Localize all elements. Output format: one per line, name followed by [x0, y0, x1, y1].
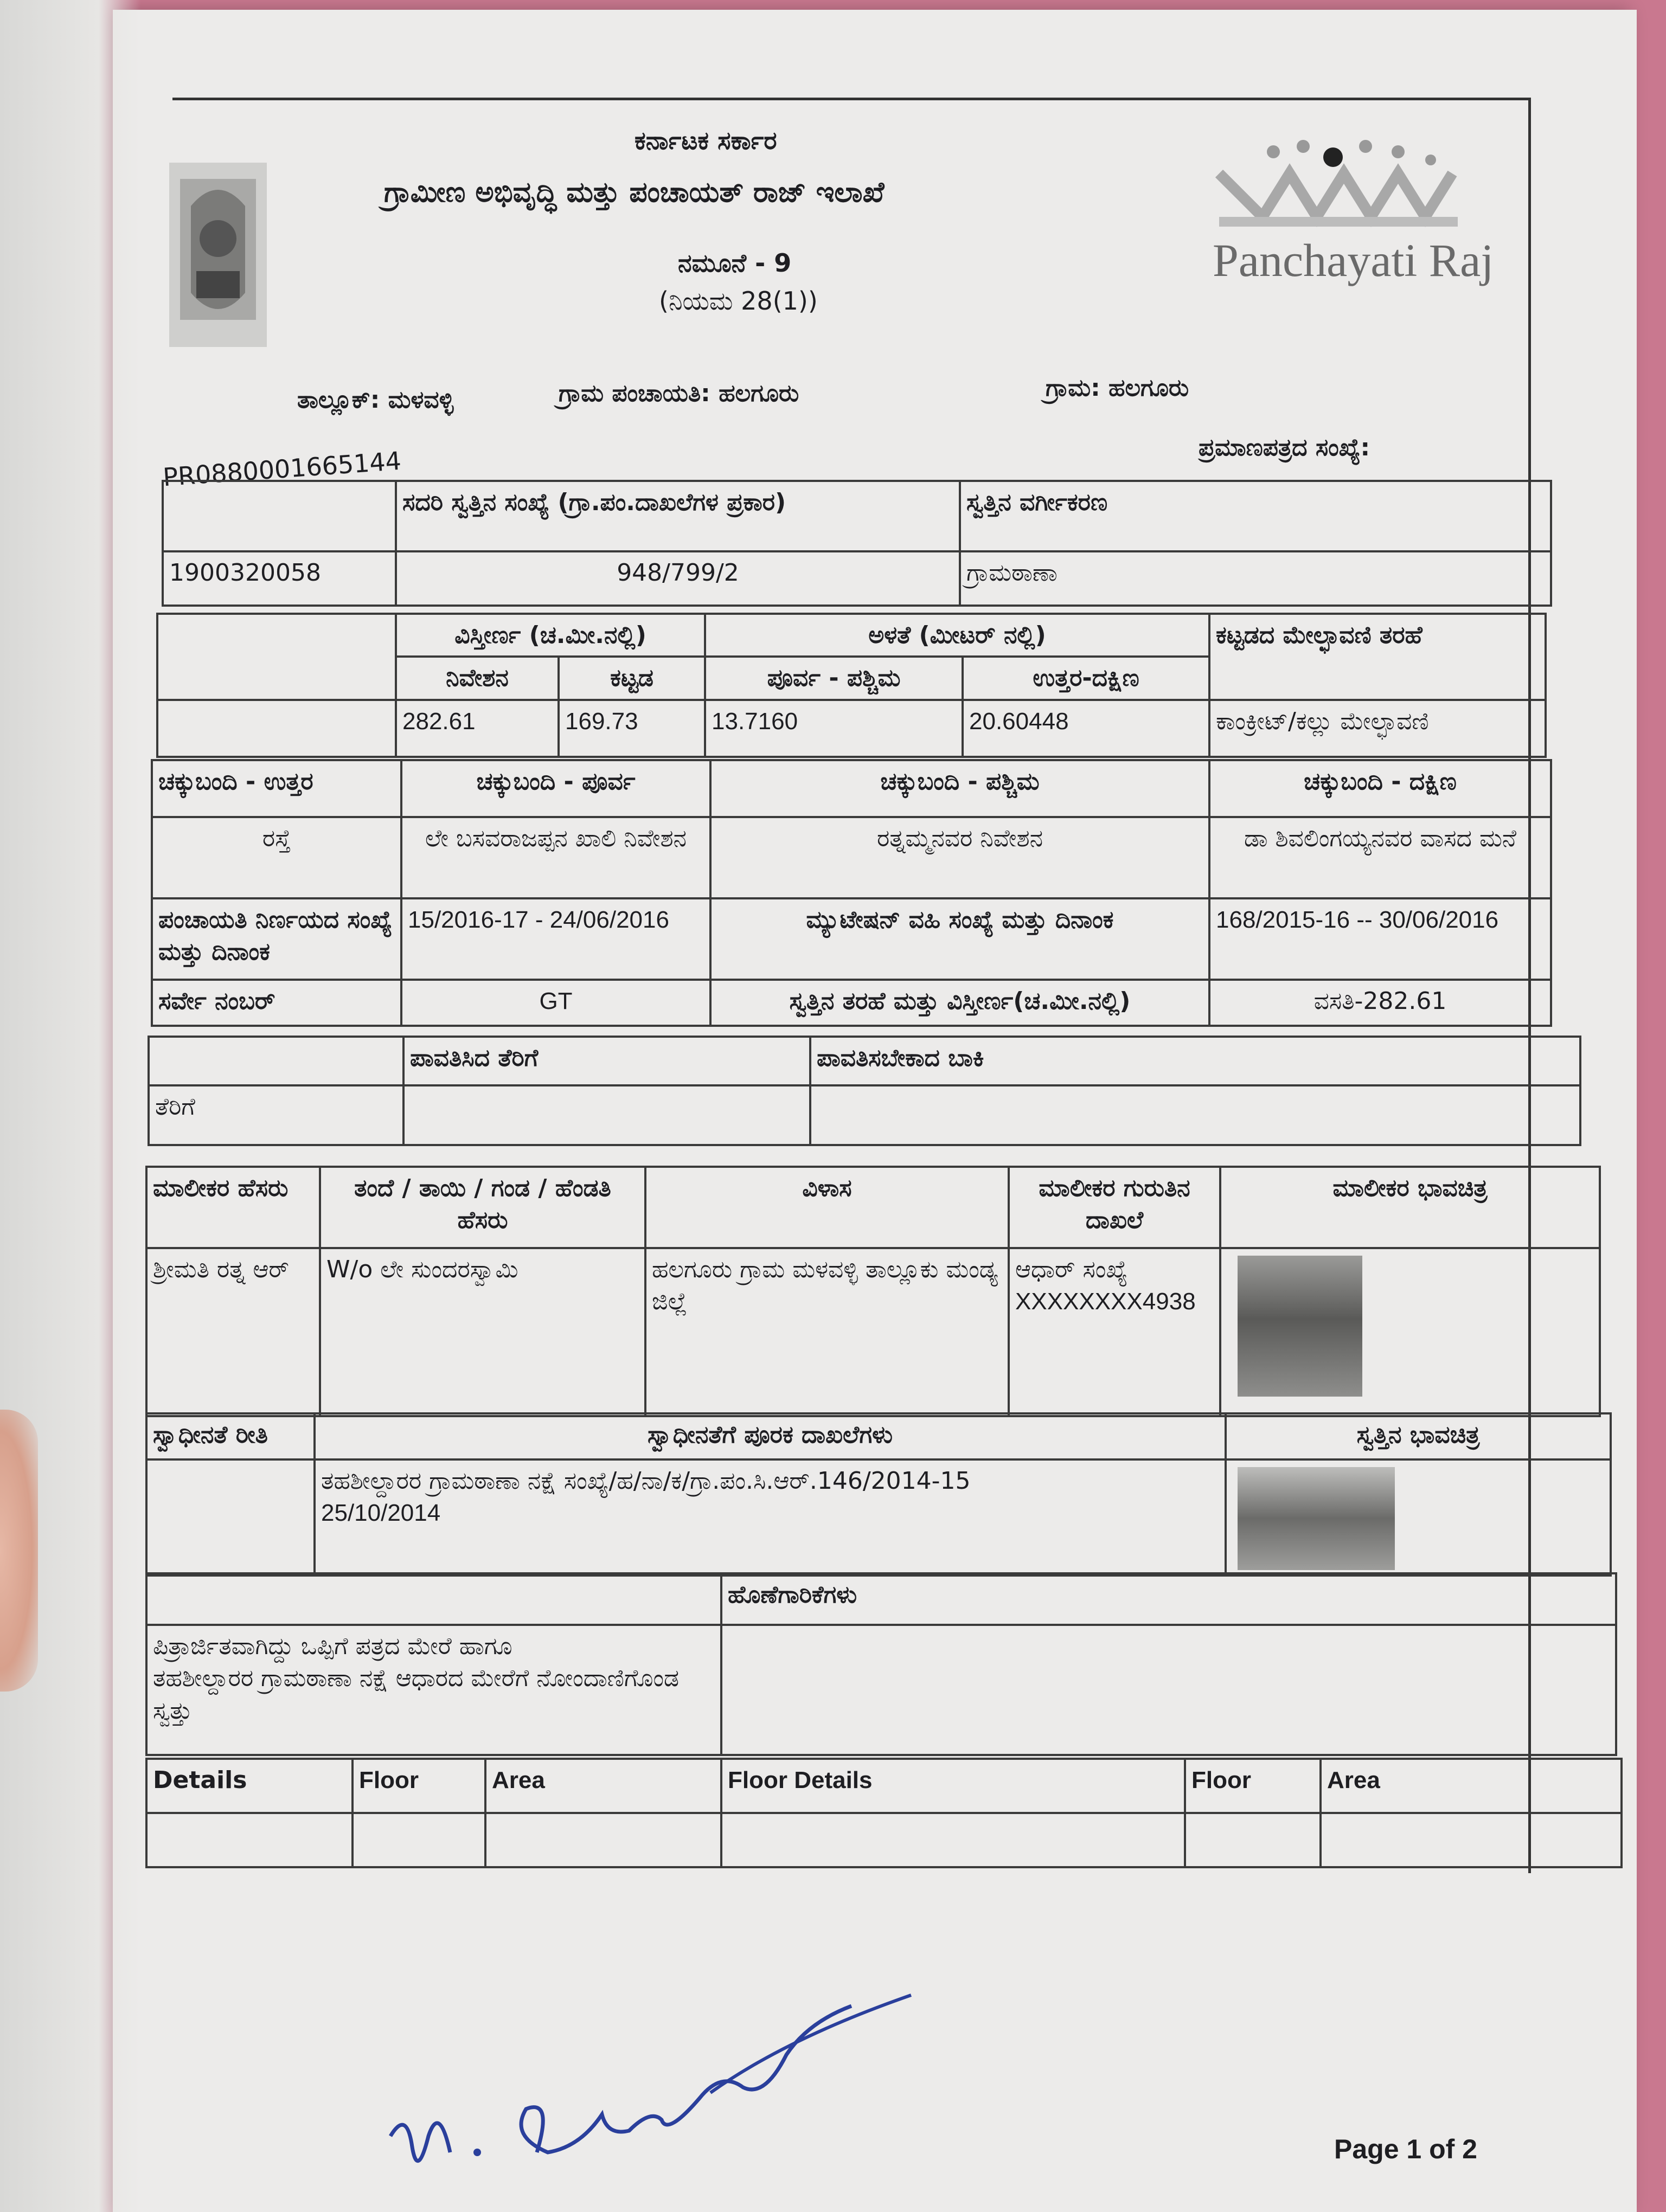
owner-relation-label: ತಂದೆ / ತಾಯಿ / ಗಂಡ / ಹೆಂಡತಿ ಹೆಸರು — [320, 1167, 645, 1248]
left-id: 1900320058 — [163, 551, 396, 606]
owner-id-label: ಮಾಲೀಕರ ಗುರುತಿನ ದಾಖಲೆ — [1009, 1167, 1220, 1248]
resolution-label: ಪಂಚಾಯತಿ ನಿರ್ಣಯದ ಸಂಖ್ಯೆ ಮತ್ತು ದಿನಾಂಕ — [152, 898, 401, 980]
panchayati-raj-logo-text: Panchayati Raj — [1213, 234, 1494, 286]
reference-id: PR0880001665144 — [162, 446, 402, 492]
owner-photo — [1238, 1256, 1362, 1397]
liabilities-table — [145, 1572, 1617, 1756]
resolution-value: 15/2016-17 - 24/06/2016 — [401, 898, 710, 980]
tax-left-label: ತೆರಿಗೆ — [149, 1085, 403, 1145]
classification-label: ಸ್ವತ್ತಿನ ವರ್ಗೀಕರಣ — [960, 481, 1551, 551]
roof-value: ಕಾಂಕ್ರೀಟ್/ಕಲ್ಲು ಮೇಲ್ಛಾವಣಿ — [1209, 700, 1546, 757]
gram-panchayat: ಗ್ರಾಮ ಪಂಚಾಯತಿ: ಹಲಗೂರು — [559, 380, 799, 407]
dimension-label: ಅಳತೆ (ಮೀಟರ್ ನಲ್ಲಿ) — [705, 614, 1209, 657]
mutation-label: ಮ್ಯುಟೇಷನ್ ವಹಿ ಸಂಖ್ಯೆ ಮತ್ತು ದಿನಾಂಕ — [710, 898, 1209, 980]
floor-label-1: Floor — [353, 1759, 485, 1813]
property-photo — [1238, 1467, 1395, 1570]
page-number: Page 1 of 2 — [1334, 2134, 1477, 2164]
south-value: ಡಾ ಶಿವಲಿಂಗಯ್ಯನವರ ವಾಸದ ಮನೆ — [1209, 817, 1551, 898]
signature — [374, 1973, 927, 2201]
certificate-number-label: ಪ್ರಮಾಣಪತ್ರದ ಸಂಖ್ಯೆ: — [1199, 434, 1370, 461]
details-label: Details — [146, 1759, 353, 1813]
owner-name: ಶ್ರೀಮತಿ ರತ್ನ ಆರ್ — [146, 1248, 320, 1416]
liabilities-remark-line1: ಪಿತ್ರಾರ್ಜಿತವಾಗಿದ್ದು ಒಪ್ಪಿಗೆ ಪತ್ರದ ಮೇರೆ ಹಾಗೂ — [153, 1632, 512, 1660]
east-west-value: 13.7160 — [705, 700, 963, 757]
mutation-value: 168/2015-16 -- 30/06/2016 — [1209, 898, 1551, 980]
east-value: ಲೇ ಬಸವರಾಜಪ್ಪನ ಖಾಲಿ ನಿವೇಶನ — [401, 817, 710, 898]
possession-docs-label: ಸ್ವಾಧೀನತೆಗೆ ಪೂರಕ ದಾಖಲೆಗಳು — [315, 1413, 1226, 1459]
liabilities-remark-line2: ತಹಶೀಲ್ದಾರರ ಗ್ರಾಮಠಾಣಾ ನಕ್ಷೆ ಆಧಾರದ ಮೇರೆಗೆ ನೋಂದಾಣಿಗೊಂಡ — [153, 1664, 679, 1693]
possession-docs-line2: 25/10/2014 — [321, 1500, 441, 1527]
tax-paid-label: ಪಾವತಿಸಿದ ತೆರಿಗೆ — [403, 1037, 810, 1085]
liabilities-label: ಹೊಣೆಗಾರಿಕೆಗಳು — [721, 1573, 1616, 1625]
north-value: ರಸ್ತೆ — [152, 817, 401, 898]
owner-address-label: ವಿಳಾಸ — [645, 1167, 1009, 1248]
prop-no-value: 948/799/2 — [396, 551, 960, 606]
village: ಗ್ರಾಮ: ಹಲಗೂರು — [1046, 374, 1189, 402]
property-number-table — [162, 480, 1552, 607]
owner-table — [145, 1166, 1601, 1417]
form-rule: (ನಿಯಮ 28(1)) — [659, 286, 818, 316]
area-label: ವಿಸ್ತೀರ್ಣ (ಚ.ಮೀ.ನಲ್ಲಿ) — [396, 614, 705, 657]
possession-table — [145, 1412, 1612, 1577]
liabilities-remark-line3: ಸ್ವತ್ತು — [153, 1696, 193, 1725]
east-label: ಚಕ್ಕುಬಂದಿ - ಪೂರ್ವ — [401, 760, 710, 817]
page-curl-shadow — [0, 0, 141, 2212]
owner-name-label: ಮಾಲೀಕರ ಹೆಸರು — [146, 1167, 320, 1248]
possession-method-label: ಸ್ವಾಧೀನತೆ ರೀತಿ — [146, 1413, 315, 1459]
roof-label: ಕಟ್ಟಡದ ಮೇಲ್ಛಾವಣಿ ತರಹೆ — [1209, 614, 1546, 700]
north-south-value: 20.60448 — [963, 700, 1209, 757]
owner-relation: W/o ಲೇ ಸುಂದರಸ್ವಾಮಿ — [320, 1248, 645, 1416]
header-dept: ಗ್ರಾಮೀಣ ಅಭಿವೃದ್ಧಿ ಮತ್ತು ಪಂಚಾಯತ್ ರಾಜ್ ಇಲಾಖೆ — [384, 176, 885, 209]
floor-details-table — [145, 1758, 1623, 1868]
tax-due-label: ಪಾವತಿಸಬೇಕಾದ ಬಾಕಿ — [810, 1037, 1580, 1085]
property-photo-label: ಸ್ವತ್ತಿನ ಭಾವಚಿತ್ರ — [1226, 1413, 1611, 1459]
owner-address: ಹಲಗೂರು ಗ್ರಾಮ ಮಳವಳ್ಳಿ ತಾಲ್ಲೂಕು ಮಂಡ್ಯ ಜಿಲ್ಲೆ — [645, 1248, 1009, 1416]
survey-value: GT — [401, 980, 710, 1026]
area-label-1: Area — [485, 1759, 721, 1813]
north-south-label: ಉತ್ತರ-ದಕ್ಷಿಣ — [963, 657, 1209, 699]
property-type-value: ವಸತಿ-282.61 — [1209, 980, 1551, 1026]
area-label-2: Area — [1321, 1759, 1622, 1813]
form-number: ನಮೂನೆ - 9 — [678, 248, 792, 278]
property-type-label: ಸ್ವತ್ತಿನ ತರಹೆ ಮತ್ತು ವಿಸ್ತೀರ್ಣ(ಚ.ಮೀ.ನಲ್ಲಿ) — [710, 980, 1209, 1026]
tax-table — [148, 1036, 1581, 1146]
owner-id-value: XXXXXXXX4938 — [1015, 1288, 1196, 1315]
area-dimension-table — [156, 613, 1547, 758]
classification-value: ಗ್ರಾಮಠಾಣಾ — [960, 551, 1551, 606]
panchayati-raj-logo — [1208, 136, 1494, 314]
south-label: ಚಕ್ಕುಬಂದಿ - ದಕ್ಷಿಣ — [1209, 760, 1551, 817]
building-area: 169.73 — [559, 700, 705, 757]
east-west-label: ಪೂರ್ವ - ಪಶ್ಚಿಮ — [705, 657, 963, 699]
survey-label: ಸರ್ವೇ ನಂಬರ್ — [152, 980, 401, 1026]
west-value: ರತ್ನಮ್ಮನವರ ನಿವೇಶನ — [710, 817, 1209, 898]
karnataka-emblem-icon — [169, 163, 267, 347]
holding-finger — [0, 1410, 38, 1692]
owner-photo-label: ಮಾಲೀಕರ ಭಾವಚಿತ್ರ — [1220, 1167, 1600, 1248]
prop-no-label: ಸದರಿ ಸ್ವತ್ತಿನ ಸಂಖ್ಯೆ (ಗ್ರಾ.ಪಂ.ದಾಖಲೆಗಳ ಪ್ರಕಾರ) — [396, 481, 960, 551]
site-area: 282.61 — [396, 700, 559, 757]
floor-label-2: Floor — [1185, 1759, 1321, 1813]
north-label: ಚಕ್ಕುಬಂದಿ - ಉತ್ತರ — [152, 760, 401, 817]
building-label: ಕಟ್ಟಡ — [559, 657, 705, 699]
possession-docs-line1: ತಹಶೀಲ್ದಾರರ ಗ್ರಾಮಠಾಣಾ ನಕ್ಷೆ ಸಂಖ್ಯೆ/ಹ/ನಾ/ಕ/ಗ್ರಾ.ಪಂ.ಸಿ.ಆರ್.146/2014-15 — [321, 1467, 971, 1495]
site-label: ನಿವೇಶನ — [396, 657, 559, 699]
floor-details-label: Floor Details — [721, 1759, 1185, 1813]
header-govt: ಕರ್ನಾಟಕ ಸರ್ಕಾರ — [635, 126, 777, 155]
boundaries-table — [151, 759, 1552, 1027]
taluk: ತಾಲ್ಲೂಕ್: ಮಳವಳ್ಳಿ — [297, 386, 454, 414]
west-label: ಚಕ್ಕುಬಂದಿ - ಪಶ್ಚಿಮ — [710, 760, 1209, 817]
owner-id-type: ಆಧಾರ್ ಸಂಖ್ಯೆ — [1015, 1256, 1128, 1283]
